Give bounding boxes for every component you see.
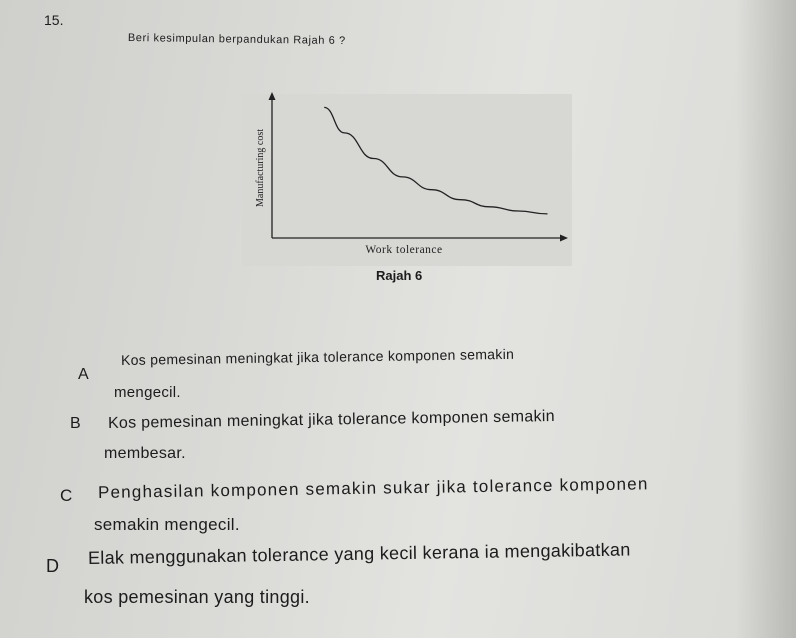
figure-caption: Rajah 6: [376, 268, 423, 283]
option-b-line-2: membesar.: [104, 445, 186, 462]
question-number: 15.: [44, 12, 64, 28]
option-d-line-1: Elak menggunakan tolerance yang kecil kerana ia mengakibatkan: [87, 539, 631, 568]
cost-tolerance-chart: [230, 88, 576, 266]
option-d-line-2: kos pemesinan yang tinggi.: [84, 587, 310, 607]
page-shadow: [736, 0, 796, 638]
option-a-letter: A: [78, 366, 89, 383]
option-c-letter: C: [60, 486, 73, 505]
question-stem: Beri kesimpulan berpandukan Rajah 6 ?: [127, 32, 346, 48]
y-axis-arrow: [269, 92, 276, 100]
x-axis-label: Work tolerance: [365, 244, 443, 256]
option-b-letter: B: [70, 415, 81, 432]
cost-curve: [324, 107, 547, 213]
x-axis-arrow: [560, 235, 568, 242]
option-b-line-1: Kos pemesinan meningkat jika tolerance komponen semakin: [107, 407, 556, 432]
figure-rajah-6: [230, 88, 576, 266]
option-a-line-2: mengecil.: [114, 384, 181, 401]
y-axis-label: Manufacturing cost: [255, 128, 266, 208]
option-a-line-1: Kos pemesinan meningkat jika tolerance komponen semakin: [120, 345, 515, 368]
option-c-line-1: Penghasilan komponen semakin sukar jika tolerance komponen: [97, 474, 649, 502]
option-d-letter: D: [46, 556, 59, 576]
option-c-line-2: semakin mengecil.: [94, 515, 240, 534]
